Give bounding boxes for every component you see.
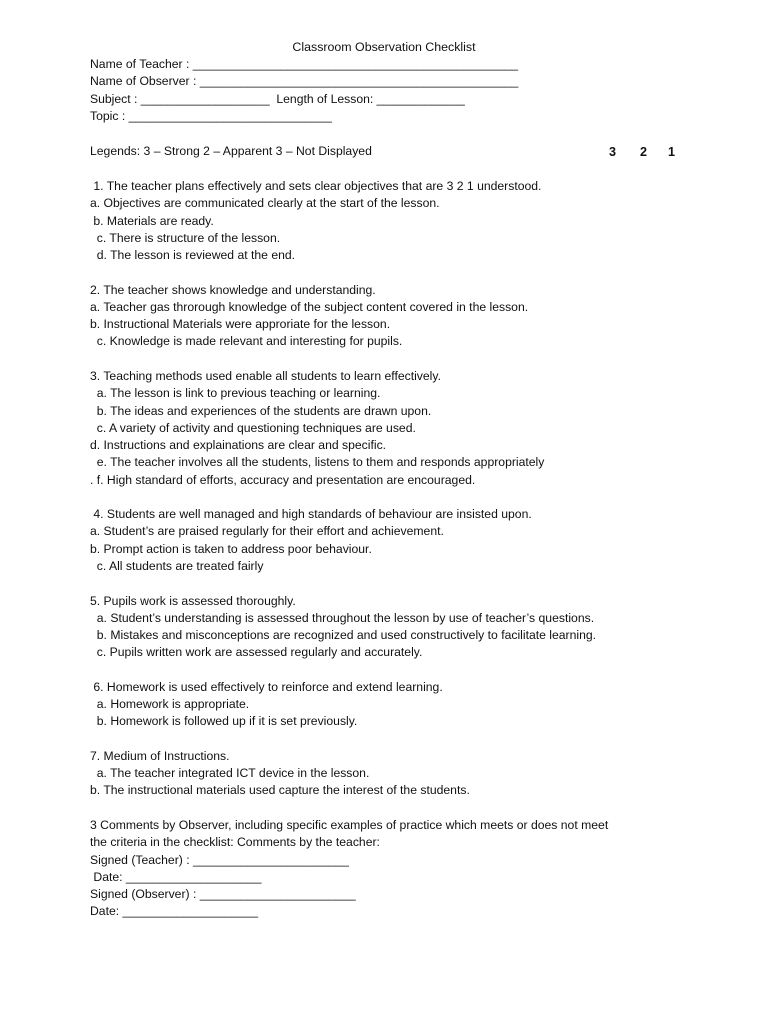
checklist-line: b. The instructional materials used capture the interest of the students. xyxy=(90,783,470,798)
checklist-line: c. There is structure of the lesson. xyxy=(90,230,281,245)
checklist-line: c. Pupils written work are assessed regularly and accurately. xyxy=(90,645,423,660)
topic-field: Topic : ______________________________ xyxy=(90,109,332,123)
rating-scale-1: 1 xyxy=(668,145,676,159)
rating-scale-2: 2 xyxy=(640,145,648,159)
checklist-line: b. Homework is followed up if it is set previously. xyxy=(90,714,358,729)
checklist-line: Date: ____________________ xyxy=(90,869,262,884)
document-title: Classroom Observation Checklist xyxy=(292,40,476,54)
checklist-line: a. Student’s understanding is assessed throughout the lesson by use of teacher’s questions. xyxy=(90,610,595,625)
rating-scale-3: 3 xyxy=(609,145,617,159)
checklist-line: a. Teacher gas throrough knowledge of the subject content covered in the lesson. xyxy=(90,299,529,314)
checklist-line: 7. Medium of Instructions. xyxy=(90,748,230,763)
checklist-line: 5. Pupils work is assessed thoroughly. xyxy=(90,593,296,608)
checklist-line: b. The ideas and experiences of the students are drawn upon. xyxy=(90,403,432,418)
checklist-line: Signed (Observer) : _______________________ xyxy=(90,887,356,902)
teacher-name-field: Name of Teacher : ________________________________________________ xyxy=(90,57,519,71)
checklist-line: b. Materials are ready. xyxy=(90,213,214,228)
checklist-line: e. The teacher involves all the students, listens to them and responds appropriately xyxy=(90,455,545,470)
checklist-line: d. Instructions and explainations are clear and specific. xyxy=(90,438,387,453)
observer-name-field: Name of Observer : _______________________________________________ xyxy=(90,74,519,88)
checklist-line: c. All students are treated fairly xyxy=(90,558,264,573)
legend-text: Legends: 3 – Strong 2 – Apparent 3 – Not Displayed xyxy=(90,144,372,158)
checklist-line: 6. Homework is used effectively to reinforce and extend learning. xyxy=(90,679,443,694)
checklist-line: the criteria in the checklist: Comments by the teacher: xyxy=(90,835,380,850)
checklist-line: d. The lesson is reviewed at the end. xyxy=(90,248,296,263)
checklist-line: b. Instructional Materials were approriate for the lesson. xyxy=(90,317,391,332)
checklist-line: a. Objectives are communicated clearly at the start of the lesson. xyxy=(90,196,440,211)
checklist-line: c. Knowledge is made relevant and interesting for pupils. xyxy=(90,334,403,349)
checklist-line: a. The lesson is link to previous teaching or learning. xyxy=(90,386,381,401)
checklist-line: b. Mistakes and misconceptions are recognized and used constructively to facilitate learning. xyxy=(90,628,597,642)
subject-length-field: Subject : ___________________ Length of Lesson: _____________ xyxy=(90,92,465,106)
checklist-line: 2. The teacher shows knowledge and understanding. xyxy=(90,282,376,297)
checklist-line: 3 Comments by Observer, including specific examples of practice which meets or does not meet xyxy=(90,818,609,832)
checklist-line: a. Homework is appropriate. xyxy=(90,697,250,712)
checklist-line: . f. High standard of efforts, accuracy and presentation are encouraged. xyxy=(90,472,476,487)
checklist-line: 1. The teacher plans effectively and sets clear objectives that are 3 2 1 understood. xyxy=(90,179,542,193)
checklist-line: Signed (Teacher) : _______________________ xyxy=(90,852,349,867)
checklist-line: c. A variety of activity and questioning techniques are used. xyxy=(90,420,416,435)
checklist-line: 4. Students are well managed and high standards of behaviour are insisted upon. xyxy=(90,507,532,522)
checklist-line: b. Prompt action is taken to address poor behaviour. xyxy=(90,541,372,556)
checklist-line: Date: ____________________ xyxy=(90,904,259,919)
checklist-line: 3. Teaching methods used enable all students to learn effectively. xyxy=(90,369,441,383)
checklist-line: a. Student’s are praised regularly for their effort and achievement. xyxy=(90,524,444,539)
checklist-line: a. The teacher integrated ICT device in the lesson. xyxy=(90,766,370,781)
